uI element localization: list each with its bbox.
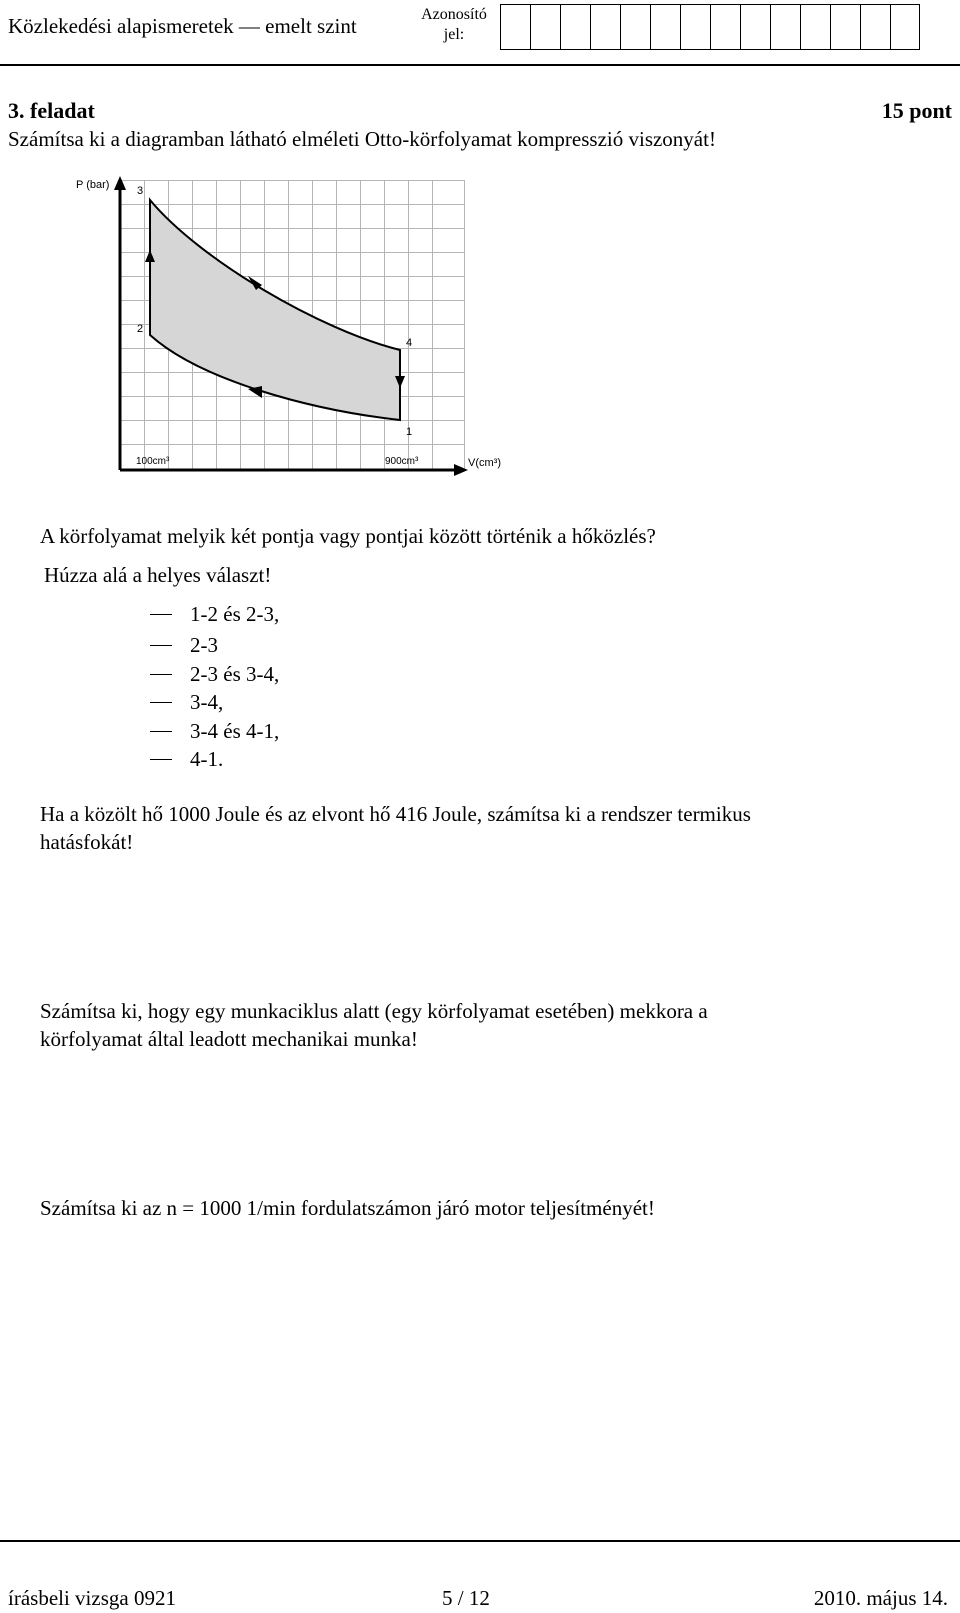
answer-option[interactable]: [150, 690, 223, 715]
question4-text: Számítsa ki az n = 1000 1/min fordulatszámon járó motor teljesítményét!: [40, 1196, 655, 1220]
id-box[interactable]: [770, 4, 800, 50]
header-title: Közlekedési alapismeretek — emelt szint: [8, 14, 357, 38]
question1-instruction: Húzza alá a helyes választ!: [44, 563, 272, 587]
x-tick-100: 100cm³: [136, 456, 170, 467]
answer-option[interactable]: [150, 747, 223, 772]
question1-text: A körfolyamat melyik két pontja vagy pontjai között történik a hőközlés?: [40, 524, 656, 548]
id-box[interactable]: [650, 4, 680, 50]
task-intro: Számítsa ki a diagramban látható elméleti Otto-körfolyamat kompresszió viszonyát!: [8, 127, 716, 151]
point-2-label: 2: [137, 323, 144, 335]
id-box[interactable]: [560, 4, 590, 50]
id-boxes: [500, 4, 920, 50]
task-number: 3. feladat: [8, 98, 95, 123]
id-box[interactable]: [710, 4, 740, 50]
x-tick-900: 900cm³: [385, 456, 419, 467]
id-box[interactable]: [890, 4, 920, 50]
answer-option-label: 2-3 és 3-4,: [190, 662, 280, 686]
id-box[interactable]: [530, 4, 560, 50]
id-box[interactable]: [500, 4, 530, 50]
y-axis-label: P (bar): [76, 179, 110, 191]
point-1-label: 1: [406, 426, 413, 438]
point-4-label: 4: [406, 337, 413, 349]
cycle-area: [150, 200, 400, 420]
question3-line2: körfolyamat által leadott mechanikai munka!: [40, 1027, 418, 1051]
id-box[interactable]: [740, 4, 770, 50]
x-axis-arrow: [454, 464, 468, 476]
id-box[interactable]: [680, 4, 710, 50]
id-box[interactable]: [620, 4, 650, 50]
x-axis-label: V(cm³): [468, 457, 501, 469]
answer-option[interactable]: [150, 662, 279, 687]
answer-option-label: 1-2 és 2-3,: [190, 602, 280, 626]
footer-date: 2010. május 14.: [813, 1586, 948, 1610]
question2-line1: Ha a közölt hő 1000 Joule és az elvont hő 416 Joule, számítsa ki a rendszer termikus: [40, 802, 751, 826]
dash-bullet: [150, 731, 172, 733]
answer-option-label: 4-1.: [190, 747, 224, 771]
answer-option-label: 3-4 és 4-1,: [190, 719, 280, 743]
id-box[interactable]: [800, 4, 830, 50]
dash-bullet: [150, 645, 172, 647]
answer-option-label: 2-3: [190, 633, 218, 657]
answer-option-label: 3-4,: [190, 690, 224, 714]
dash-bullet: [150, 759, 172, 761]
dash-bullet: [150, 614, 172, 616]
footer-left: írásbeli vizsga 0921: [8, 1586, 176, 1610]
task-points: 15 pont: [881, 98, 952, 123]
question2-line2: hatásfokát!: [40, 830, 134, 854]
dash-bullet: [150, 702, 172, 704]
id-box[interactable]: [590, 4, 620, 50]
point-3-label: 3: [137, 185, 144, 197]
dash-bullet: [150, 674, 172, 676]
otto-cycle-diagram: [60, 170, 520, 480]
y-axis-arrow: [114, 176, 126, 190]
answer-option[interactable]: [150, 602, 279, 627]
question3-line1: Számítsa ki, hogy egy munkaciklus alatt (egy körfolyamat esetében) mekkora a: [40, 999, 708, 1023]
answer-option[interactable]: [150, 633, 218, 658]
answer-option[interactable]: [150, 719, 279, 744]
id-box[interactable]: [860, 4, 890, 50]
footer-page: 5 / 12: [442, 1586, 490, 1610]
id-box[interactable]: [830, 4, 860, 50]
id-label: Azonosító jel:: [421, 6, 487, 43]
header-rule: [0, 64, 960, 66]
footer-rule: [0, 1540, 960, 1542]
